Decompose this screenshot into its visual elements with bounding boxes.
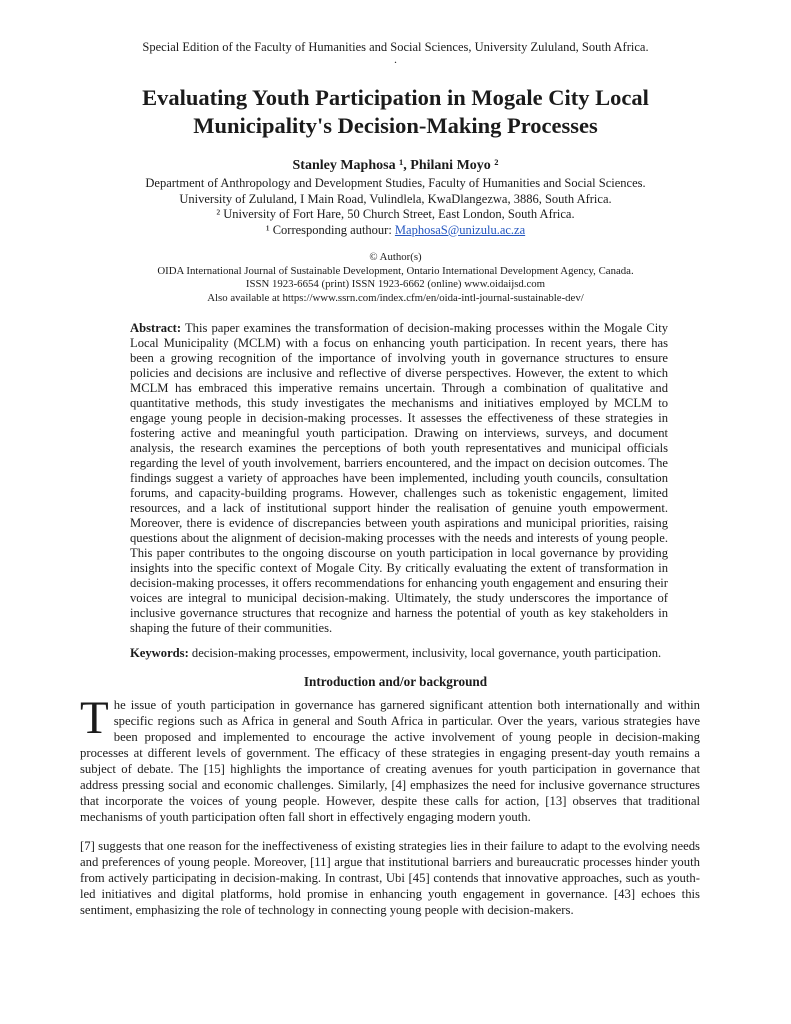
abstract-text: This paper examines the transformation of decision-making processes within the Mogale City Local Municipality (MCLM) with a focus on enhancing youth participation. In recent years, there has been a growing recognition of the importance of involving youth in governance structures to ensure policies and decisions are inclusive and reflective of diverse perspectives. However, the extent to which MCLM has embraced this imperative remains uncertain. Through a combination of qualitative and quantitative methods, this study investigates the mechanisms and initiatives employed by MCLM to engage young people in decision-making processes. It assesses the effectiveness of these strategies in fostering active and meaningful youth participation. Drawing on interviews, surveys, and document analysis, the research examines the perceptions of both youth representatives and municipal officials regarding the level of youth involvement, barriers encountered, and the impact on decision outcomes. The findings suggest a variety of approaches have been implemented, including youth councils, consultation forums, and capacity-building programs. However, challenges such as tokenistic engagement, limited resources, and a lack of institutional support hinder the realisation of genuine youth empowerment. Moreover, there is evidence of discrepancies between youth aspirations and municipal priorities, raising questions about the alignment of decision-making processes with the needs and interests of young people. This paper contributes to the ongoing discourse on youth participation in local governance by providing insights into the specific context of Mogale City. By critically evaluating the extent of transformation in decision-making processes, it offers recommendations for enhancing youth engagement and ensuring their voices are integral to municipal decision-making. Ultimately, the study underscores the importance of inclusive governance structures that recognize and harness the potential of youth as key stakeholders in shaping the future of their communities. <box>130 321 669 635</box>
keywords-label: Keywords: <box>130 646 189 660</box>
corresponding-author-prefix: ¹ Corresponding authour: <box>265 222 395 237</box>
intro-paragraph-1-text: he issue of youth participation in governance has garnered significant attention both internationally and within specific regions such as Africa in general and South Africa in particular. Over the years, various strategies have been proposed and implemented to encourage the active involvement of young people in decision-making processes at different levels of government. The efficacy of these strategies in engaging present-day youth remains a subject of debate. The [15] highlights the importance of creating avenues for youth participation in governance that address pressing social and economic challenges. Similarly, [4] emphasizes the need for inclusive governance structures that incorporate the voices of young people. However, despite these calls for action, [13] observes that traditional mechanisms of youth participation often fall short in effectively engaging modern youth. <box>80 698 700 824</box>
authors-line: Stanley Maphosa ¹, Philani Moyo ² <box>292 158 499 173</box>
paper-title-line-2: Municipality's Decision-Making Processes <box>193 113 598 138</box>
corresponding-author-email-link[interactable]: MaphosaS@unizulu.ac.za <box>394 222 526 237</box>
abstract-label: Abstract: <box>130 321 182 335</box>
abstract-paragraph <box>130 321 668 636</box>
affiliation-line: University of Zululand, I Main Road, Vulindlela, KwaDlangezwa, 3886, South Africa. <box>179 191 612 206</box>
dropcap-letter: T <box>80 692 109 744</box>
affiliation-line: Department of Anthropology and Development Studies, Faculty of Humanities and Social Sciences. <box>145 176 646 190</box>
ssrn-availability-line: Also available at https://www.ssrn.com/index.cfm/en/oida-intl-journal-sustainable-dev/ <box>207 291 584 304</box>
affiliations-block <box>0 176 791 238</box>
intro-paragraph-1 <box>80 692 700 825</box>
introduction-body <box>80 692 700 918</box>
journal-header: Special Edition of the Faculty of Humanities and Social Sciences, University Zululand, South Africa. <box>142 40 649 54</box>
affiliation-line: ² University of Fort Hare, 50 Church Street, East London, South Africa. <box>216 207 575 221</box>
keywords-text: decision-making processes, empowerment, inclusivity, local governance, youth participation. <box>191 646 662 660</box>
paper-title <box>0 84 791 140</box>
issn-line: ISSN 1923-6654 (print) ISSN 1923-6662 (online) www.oidaijsd.com <box>245 278 546 290</box>
section-heading-introduction: Introduction and/or background <box>303 674 488 689</box>
paper-title-line-1: Evaluating Youth Participation in Mogale City Local <box>142 85 649 110</box>
copyright-line: © Author(s) <box>369 251 422 263</box>
keywords-paragraph <box>130 646 668 661</box>
intro-paragraph-2: [7] suggests that one reason for the ineffectiveness of existing strategies lies in their failure to adapt to the evolving needs and preferences of young people. Moreover, [11] argue that institutional barriers and bureaucratic processes hinder youth from actively participating in decision-making. In contrast, Ubi [45] contends that innovative approaches, such as youth-led initiatives and digital platforms, hold promise in enhancing youth engagement in governance. [43] echoes this sentiment, emphasizing the role of technology in connecting young people with decision-makers. <box>80 839 700 917</box>
header-dot: . <box>394 52 397 66</box>
journal-name-line: OIDA International Journal of Sustainable Development, Ontario International Development Agency, Canada. <box>157 264 634 277</box>
imprint-block <box>0 251 791 305</box>
corresponding-author-line <box>0 223 791 239</box>
